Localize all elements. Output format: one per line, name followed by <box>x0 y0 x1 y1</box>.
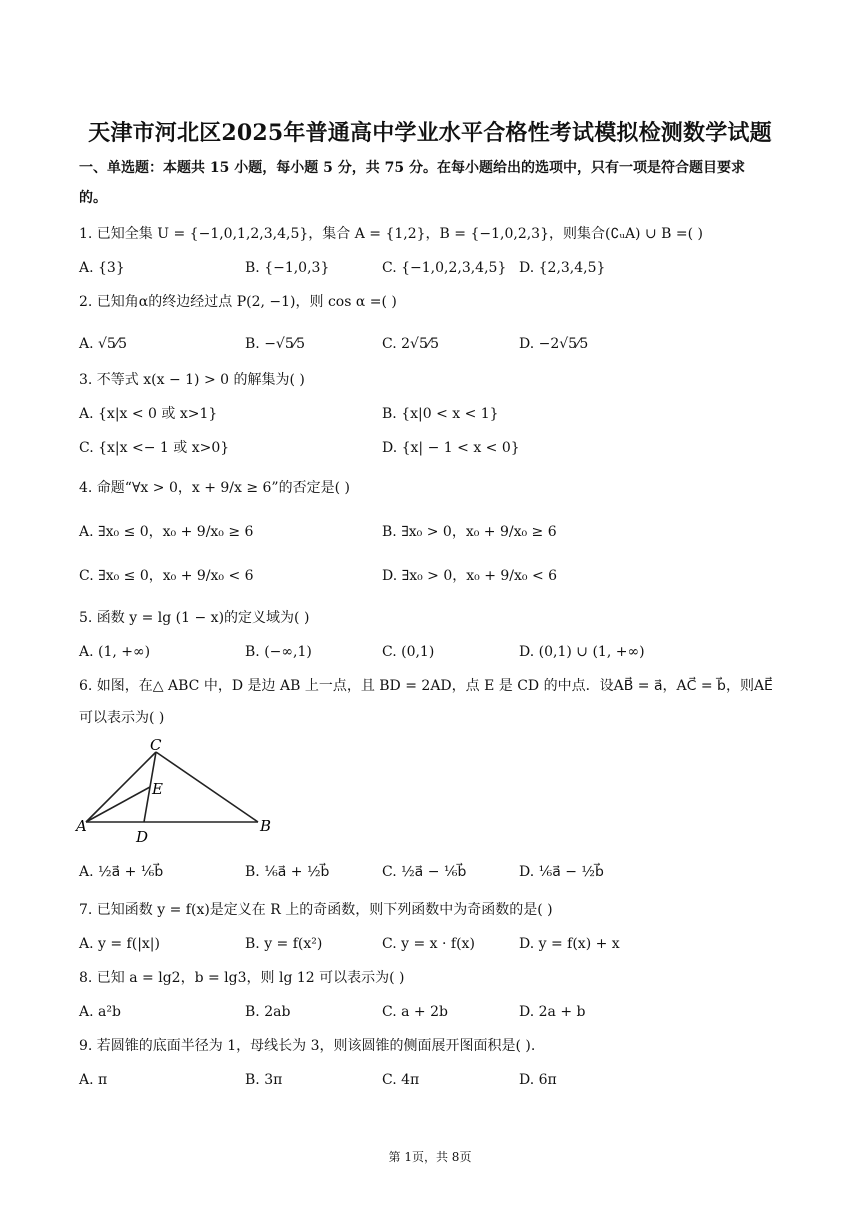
q4-option-d: D. ∃x₀ > 0，x₀ + 9/x₀ < 6 <box>382 568 558 584</box>
q7-option-b: B. y = f(x²) <box>245 936 323 952</box>
q2-option-d: D. −2√5⁄5 <box>519 336 589 352</box>
q3-option-a: A. {x|x < 0 或 x>1} <box>79 406 218 422</box>
page-footer: 第 1页，共 8页 <box>388 1150 472 1164</box>
q3-option-d: D. {x| − 1 < x < 0} <box>382 440 520 456</box>
q5-option-c: C. (0,1) <box>382 644 435 660</box>
q9-option-b: B. 3π <box>245 1072 283 1088</box>
q7-option-c: C. y = x · f(x) <box>382 936 475 952</box>
vertex-label-b: B <box>260 817 272 835</box>
q8-option-b: B. 2ab <box>245 1004 291 1020</box>
q4-option-b: B. ∃x₀ > 0，x₀ + 9/x₀ ≥ 6 <box>382 524 557 540</box>
q5-option-d: D. (0,1) ∪ (1, +∞) <box>519 644 645 660</box>
segment-bc <box>156 752 258 822</box>
q8-option-d: D. 2a + b <box>519 1004 586 1020</box>
question-6-stem: 6. 如图，在△ ABC 中，D 是边 AB 上一点，且 BD = 2AD，点 E 是 CD 的中点．设AB⃗ = a⃗，AC⃗ = b⃗，则AE⃗ <box>79 678 773 694</box>
q1-option-c: C. {−1,0,2,3,4,5} <box>382 260 507 276</box>
q5-option-b: B. (−∞,1) <box>245 644 312 660</box>
q6-option-b: B. ⅙a⃗ + ½b⃗ <box>245 864 330 880</box>
vertex-label-d: D <box>136 828 149 846</box>
vertex-label-c: C <box>150 736 162 754</box>
question-7-stem: 7. 已知函数 y = f(x)是定义在 R 上的奇函数，则下列函数中为奇函数的是( ) <box>79 902 553 918</box>
q4-option-c: C. ∃x₀ ≤ 0，x₀ + 9/x₀ < 6 <box>79 568 254 584</box>
q8-option-a: A. a²b <box>79 1004 121 1020</box>
q4-option-a: A. ∃x₀ ≤ 0，x₀ + 9/x₀ ≥ 6 <box>79 524 254 540</box>
q5-option-a: A. (1, +∞) <box>79 644 151 660</box>
question-5-stem: 5. 函数 y = lg (1 − x)的定义域为( ) <box>79 610 310 626</box>
q2-option-a: A. √5⁄5 <box>79 336 128 352</box>
q9-option-a: A. π <box>79 1072 108 1088</box>
question-8-stem: 8. 已知 a = lg2，b = lg3，则 lg 12 可以表示为( ) <box>79 970 405 986</box>
q3-option-b: B. {x|0 < x < 1} <box>382 406 499 422</box>
q2-option-b: B. −√5⁄5 <box>245 336 305 352</box>
q7-option-a: A. y = f(|x|) <box>79 936 160 952</box>
section-heading-line2: 的。 <box>79 190 107 206</box>
q2-option-c: C. 2√5⁄5 <box>382 336 440 352</box>
q7-option-d: D. y = f(x) + x <box>519 936 620 952</box>
segment-ae <box>86 787 150 822</box>
q6-option-a: A. ½a⃗ + ⅙b⃗ <box>79 864 164 880</box>
point-label-e: E <box>152 780 163 798</box>
q9-option-c: C. 4π <box>382 1072 420 1088</box>
q3-option-c: C. {x|x <− 1 或 x>0} <box>79 440 230 456</box>
question-2-stem: 2. 已知角α的终边经过点 P(2, −1)，则 cos α =( ) <box>79 294 397 310</box>
question-6-stem-continued: 可以表示为( ) <box>79 710 165 726</box>
q1-option-a: A. {3} <box>79 260 125 276</box>
question-4-stem: 4. 命题“∀x > 0，x + 9/x ≥ 6”的否定是( ) <box>79 480 350 496</box>
q1-option-b: B. {−1,0,3} <box>245 260 330 276</box>
question-9-stem: 9. 若圆锥的底面半径为 1，母线长为 3，则该圆锥的侧面展开图面积是( ). <box>79 1038 536 1054</box>
q1-option-d: D. {2,3,4,5} <box>519 260 606 276</box>
q6-option-c: C. ½a⃗ − ⅙b⃗ <box>382 864 467 880</box>
q6-option-d: D. ⅙a⃗ − ½b⃗ <box>519 864 604 880</box>
question-1-stem: 1. 已知全集 U = {−1,0,1,2,3,4,5}，集合 A = {1,2}，B = {−1,0,2,3}，则集合(∁ᵤA) ∪ B =( ) <box>79 226 703 242</box>
page-title: 天津市河北区2025年普通高中学业水平合格性考试模拟检测数学试题 <box>88 120 772 146</box>
question-3-stem: 3. 不等式 x(x − 1) > 0 的解集为( ) <box>79 372 305 388</box>
section-heading-line1: 一、单选题：本题共 15 小题，每小题 5 分，共 75 分。在每小题给出的选项中，只有一项是符合题目要求 <box>79 160 745 176</box>
q9-option-d: D. 6π <box>519 1072 557 1088</box>
vertex-label-a: A <box>76 817 87 835</box>
q8-option-c: C. a + 2b <box>382 1004 448 1020</box>
triangle-abc-figure <box>72 734 282 846</box>
